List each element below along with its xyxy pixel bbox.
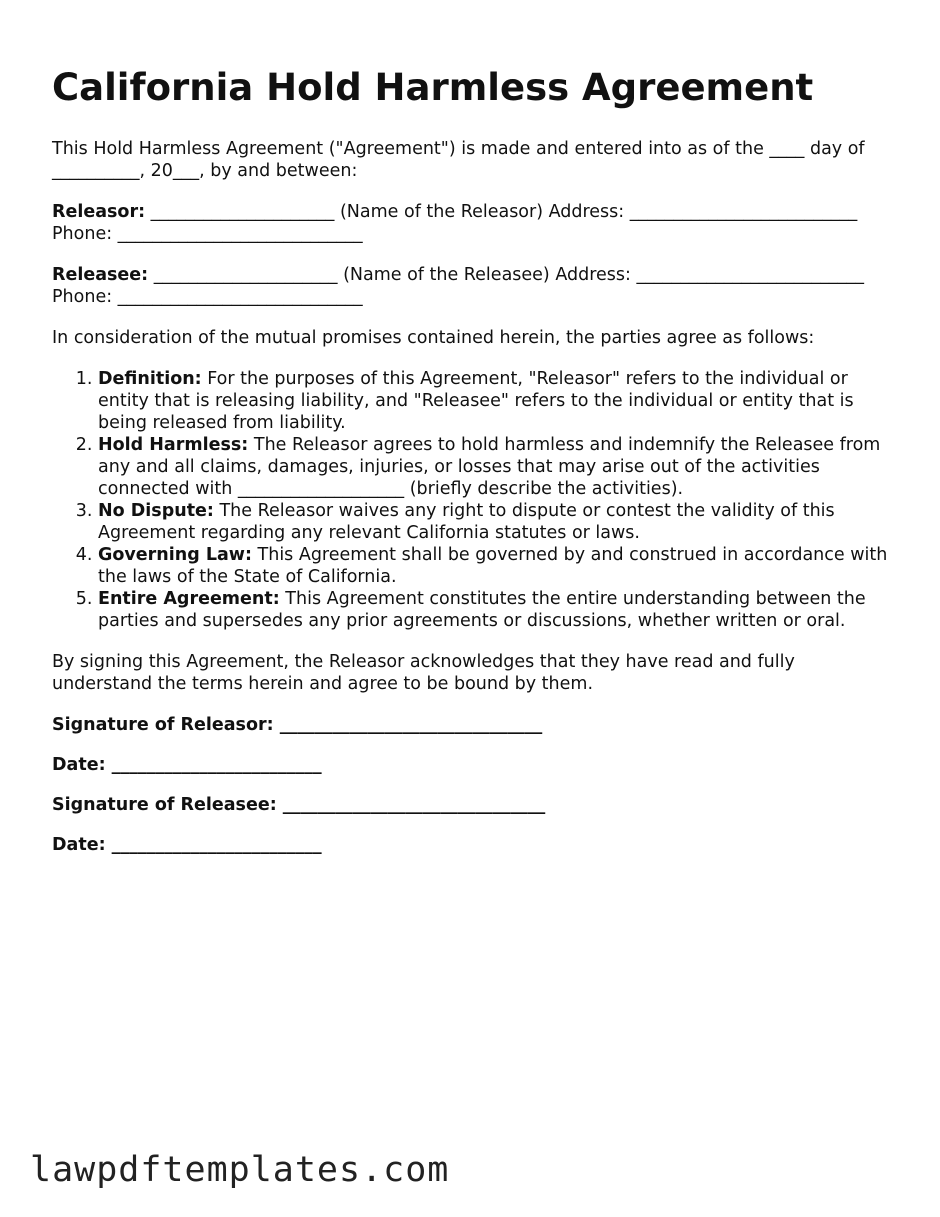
releasor-fields: _____________________ (Name of the Releasor) Address: __________________________ Phone: ____________________________	[52, 202, 858, 244]
clause-text: For the purposes of this Agreement, "Releasor" refers to the individual or entity that is releasing liability, and "Releasee" refers to the individual or entity that is being released from liability.	[98, 369, 854, 433]
clause-title: Hold Harmless:	[98, 435, 249, 455]
clause-item	[98, 588, 892, 632]
releasee-fields: _____________________ (Name of the Releasee) Address: __________________________ Phone: ____________________________	[52, 265, 864, 307]
clause-item	[98, 368, 892, 434]
intro-paragraph: This Hold Harmless Agreement ("Agreement") is made and entered into as of the ____ day of __________, 20___, by and between:	[52, 139, 865, 181]
consideration-paragraph: In consideration of the mutual promises contained herein, the parties agree as follows:	[52, 328, 815, 348]
releasee-label: Releasee:	[52, 265, 149, 285]
clause-text: The Releasor agrees to hold harmless and indemnify the Releasee from any and all claims, damages, injuries, or losses that may arise out of the activities connected with ___________________ (briefly describe the activities).	[98, 435, 881, 499]
footer-watermark: lawpdftemplates.com	[30, 1150, 450, 1190]
clause-text: This Agreement constitutes the entire understanding between the parties and supersedes any prior agreements or discussions, whether written or oral.	[98, 589, 866, 631]
releasor-label: Releasor:	[52, 202, 146, 222]
clause-title: Governing Law:	[98, 545, 252, 565]
releasor-signature-line: Signature of Releasor: ______________________________	[52, 715, 543, 735]
document-page	[52, 64, 892, 874]
clause-title: Definition:	[98, 369, 202, 389]
clause-text: The Releasor waives any right to dispute or contest the validity of this Agreement regarding any relevant California statutes or laws.	[98, 501, 835, 543]
clause-title: No Dispute:	[98, 501, 214, 521]
releasee-signature-line: Signature of Releasee: ______________________________	[52, 795, 546, 815]
releasor-block	[52, 201, 892, 245]
clause-title: Entire Agreement:	[98, 589, 280, 609]
releasor-date-line: Date: ________________________	[52, 755, 322, 775]
releasee-block	[52, 264, 892, 308]
clauses-list	[52, 368, 892, 632]
clause-item	[98, 434, 892, 500]
releasee-date-line: Date: ________________________	[52, 835, 322, 855]
clause-text: This Agreement shall be governed by and construed in accordance with the laws of the State of California.	[98, 545, 888, 587]
clause-item	[98, 500, 892, 544]
page-title: California Hold Harmless Agreement	[52, 66, 814, 109]
clause-item	[98, 544, 892, 588]
acknowledgment-paragraph: By signing this Agreement, the Releasor acknowledges that they have read and fully understand the terms herein and agree to be bound by them.	[52, 652, 795, 694]
